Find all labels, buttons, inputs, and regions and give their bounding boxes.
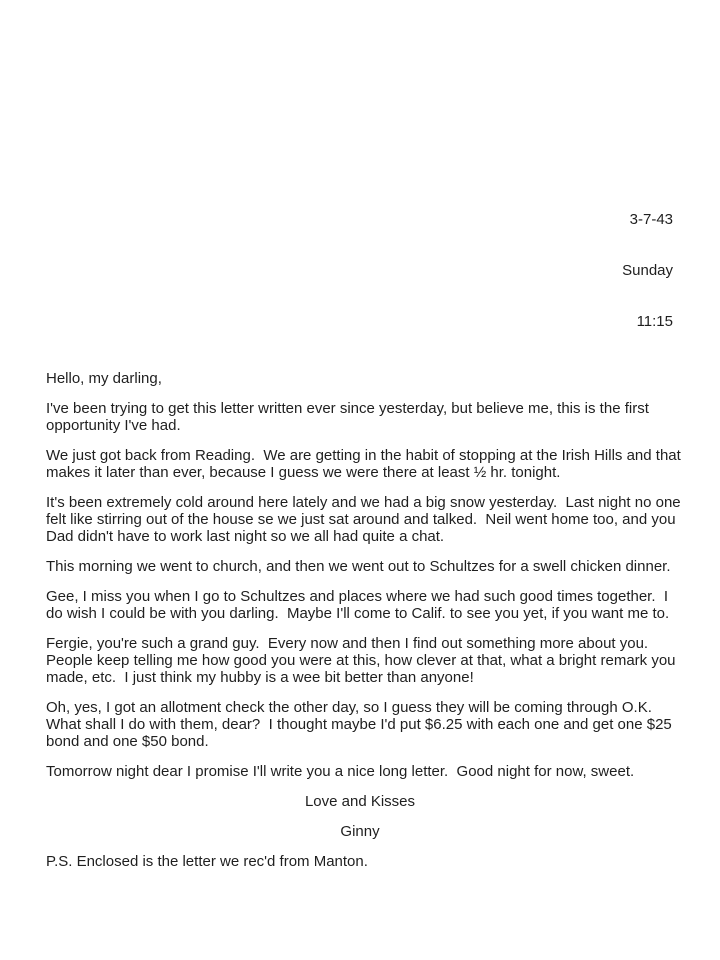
signature-name: Ginny <box>340 823 380 840</box>
letter-paragraph: Oh, yes, I got an allotment check the other day, so I guess they will be coming through O.K. What shall I do with them, dear? I thought maybe I'd put $6.25 with each one and get one $25 bond and one $50 bond. <box>46 699 676 750</box>
dateline-time: 11:15 <box>636 313 673 330</box>
letter-paragraph: I've been trying to get this letter written ever since yesterday, but believe me, this is the first opportunity I've had. <box>46 400 654 434</box>
salutation: Hello, my darling, <box>46 370 162 387</box>
dateline-date: 3-7-43 <box>629 211 673 228</box>
letter-paragraph: Gee, I miss you when I go to Schultzes and places where we had such good times together. I do wish I could be with you darling. Maybe I'll come to Calif. to see you yet, if you want me to. <box>46 588 673 622</box>
closing-line: Love and Kisses <box>304 793 416 810</box>
dateline <box>46 177 688 364</box>
letter-paragraph: We just got back from Reading. We are getting in the habit of stopping at the Irish Hills and that makes it later than ever, because I guess we were there at least ½ hr. tonight. <box>46 447 685 481</box>
dateline-day: Sunday <box>622 262 673 279</box>
letter-paragraph: It's been extremely cold around here lately and we had a big snow yesterday. Last night no one felt like stirring out of the house se we just sat around and talked. Neil went home too, and you Dad didn't have to work last night so we all had quite a chat. <box>46 494 685 545</box>
postscript-line: P.S. Enclosed is the letter we rec'd from Manton. <box>46 853 368 870</box>
letter-paragraph: This morning we went to church, and then we went out to Schultzes for a swell chicken dinner. <box>46 558 671 575</box>
letter-paragraph: Tomorrow night dear I promise I'll write you a nice long letter. Good night for now, sweet. <box>46 763 635 780</box>
letter-paragraph: Fergie, you're such a grand guy. Every now and then I find out something more about you. People keep telling me how good you were at this, how clever at that, what a bright remark you made, etc. I just think my hubby is a wee bit better than anyone! <box>46 635 680 686</box>
